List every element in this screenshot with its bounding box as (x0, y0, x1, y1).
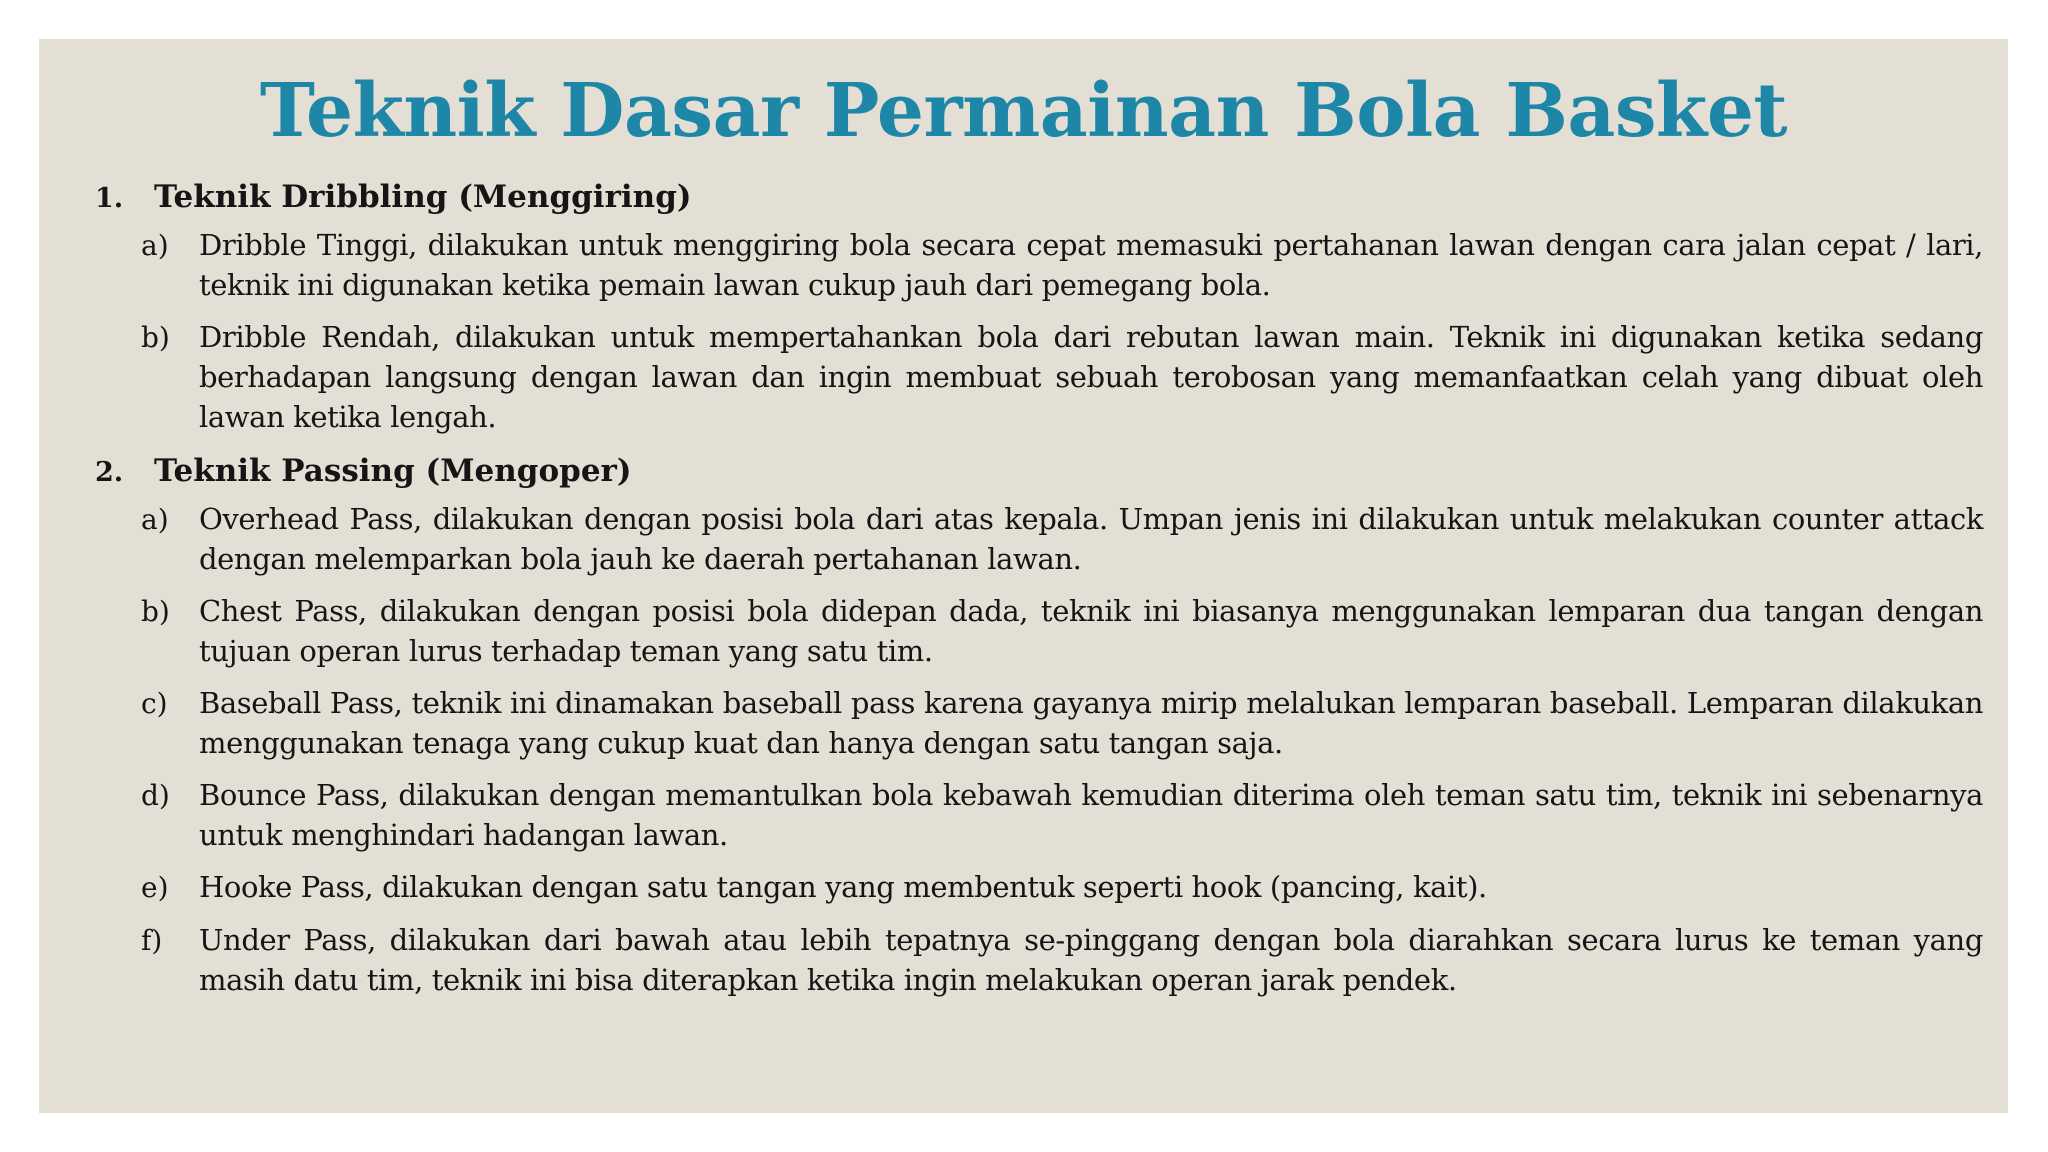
slide-content (95, 175, 1983, 1012)
list-item (141, 920, 1983, 1000)
item-marker: b) (141, 321, 170, 354)
item-marker: a) (141, 503, 169, 536)
item-text: Under Pass, dilakukan dari bawah atau lebih tepatnya se-pinggang dengan bola diarahkan secara lurus ke teman yang masih datu tim, teknik ini bisa diterapkan ketika ingin melakukan operan jarak pendek. (199, 923, 1983, 997)
list-item (141, 591, 1983, 671)
item-marker: d) (141, 779, 170, 812)
item-text: Bounce Pass, dilakukan dengan memantulkan bola kebawah kemudian diterima oleh teman satu tim, teknik ini sebenarnya untuk menghindari hadangan lawan. (199, 778, 1983, 852)
section-number: 2. (95, 457, 124, 488)
list-item (141, 775, 1983, 855)
section-heading (95, 175, 1983, 221)
item-marker: b) (141, 595, 170, 628)
section-title: Teknik Dribbling (Menggiring) (154, 179, 692, 215)
section-dribbling (95, 175, 1983, 437)
item-text: Dribble Rendah, dilakukan untuk mempertahankan bola dari rebutan lawan main. Teknik ini digunakan ketika sedang berhadapan langsung dengan lawan dan ingin membuat sebuah terobosan yang memanfaatkan celah yang dibuat oleh lawan ketika lengah. (199, 320, 1983, 434)
item-marker: a) (141, 229, 169, 262)
item-text: Hooke Pass, dilakukan dengan satu tangan yang membentuk seperti hook (pancing, kait). (199, 870, 1487, 904)
section-heading (95, 449, 1983, 495)
list-item (141, 499, 1983, 579)
item-text: Baseball Pass, teknik ini dinamakan baseball pass karena gayanya mirip melalukan lemparan baseball. Lemparan dilakukan menggunakan tenaga yang cukup kuat dan hanya dengan satu tangan saja. (199, 686, 1983, 760)
list-item (141, 225, 1983, 305)
item-marker: f) (141, 924, 163, 957)
list-item (141, 683, 1983, 763)
slide-title: Teknik Dasar Permainan Bola Basket (259, 68, 1788, 154)
slide (39, 39, 2008, 1113)
section-passing (95, 449, 1983, 1000)
item-text: Chest Pass, dilakukan dengan posisi bola didepan dada, teknik ini biasanya menggunakan lemparan dua tangan dengan tujuan operan lurus terhadap teman yang satu tim. (199, 594, 1983, 668)
list-item (141, 317, 1983, 437)
item-marker: c) (141, 687, 168, 720)
item-text: Overhead Pass, dilakukan dengan posisi bola dari atas kepala. Umpan jenis ini dilakukan untuk melakukan counter attack dengan melemparkan bola jauh ke daerah pertahanan lawan. (199, 502, 1983, 576)
item-text: Dribble Tinggi, dilakukan untuk menggiring bola secara cepat memasuki pertahanan lawan dengan cara jalan cepat / lari, teknik ini digunakan ketika pemain lawan cukup jauh dari pemegang bola. (199, 228, 1983, 302)
section-title: Teknik Passing (Mengoper) (154, 453, 632, 489)
list-item (141, 867, 1983, 908)
section-number: 1. (95, 183, 124, 214)
item-marker: e) (141, 871, 169, 904)
